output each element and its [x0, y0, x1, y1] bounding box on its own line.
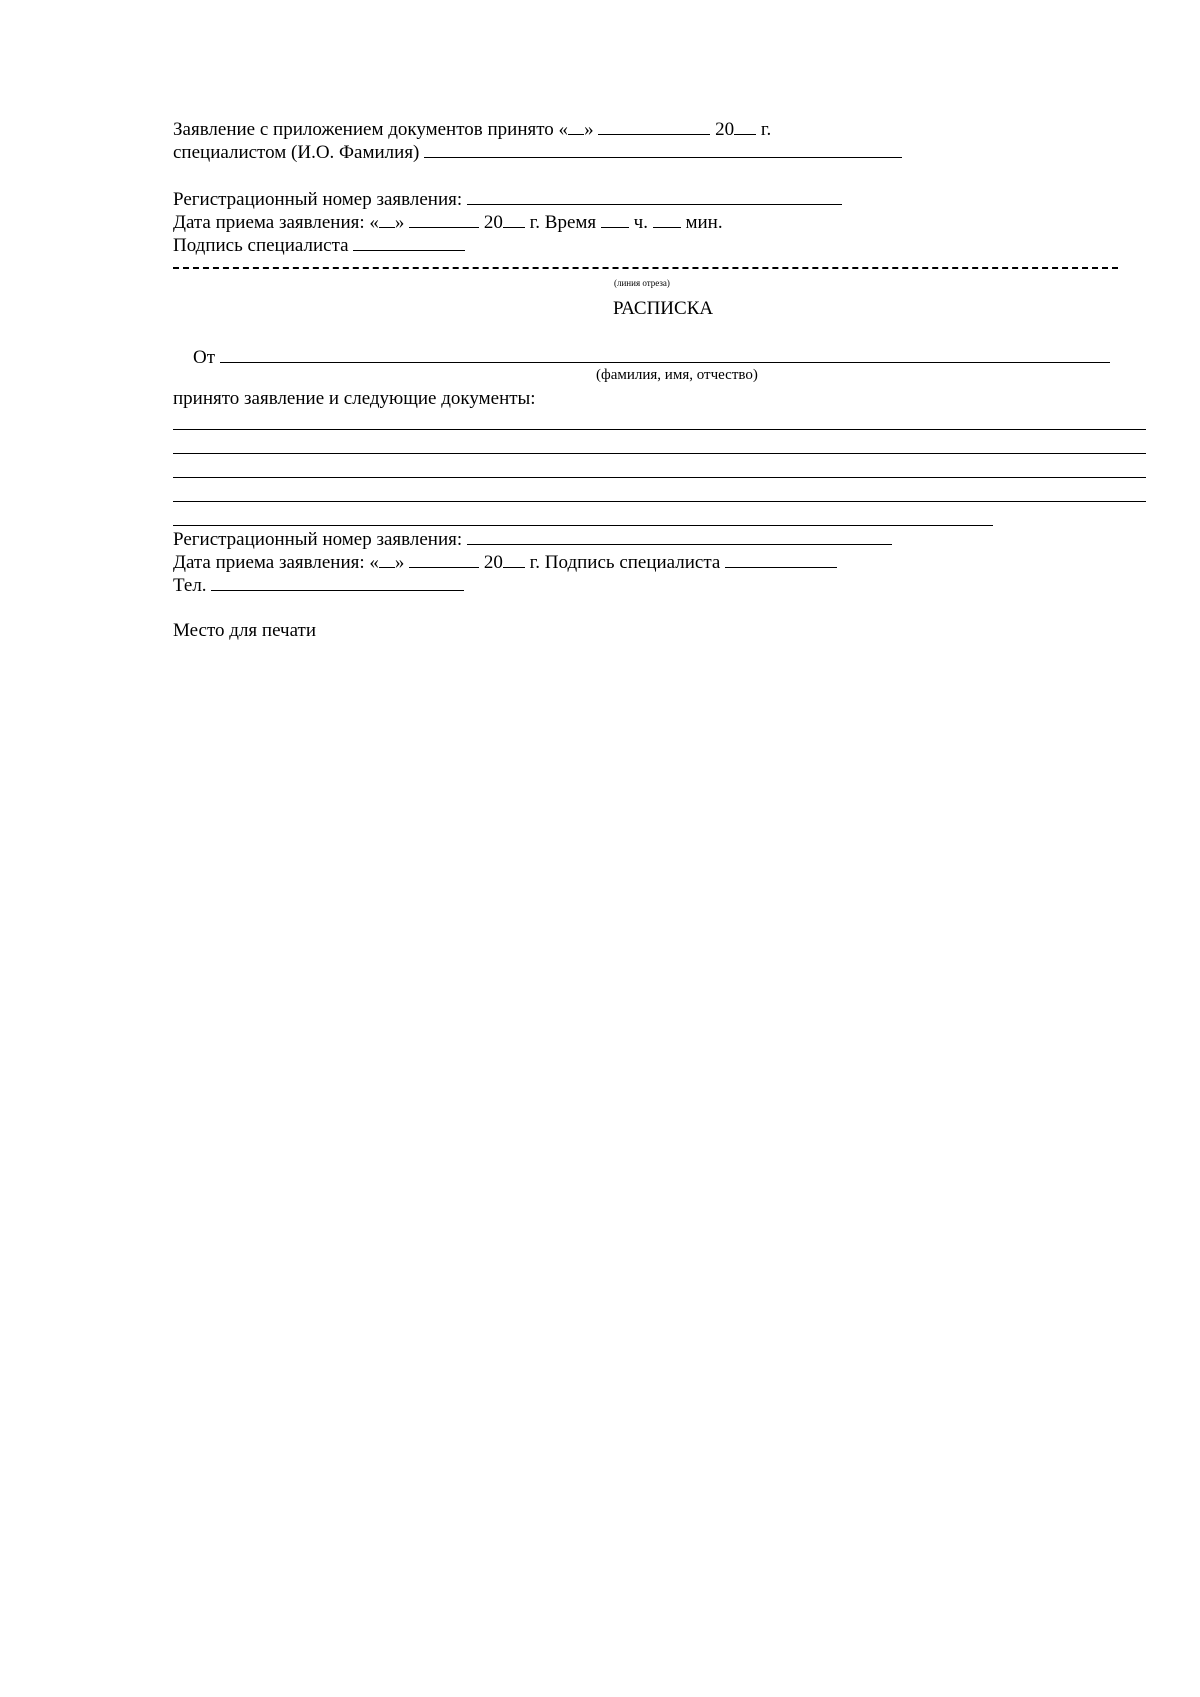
- bottom-date-month-blank[interactable]: [409, 550, 479, 568]
- phone-line: [173, 573, 464, 597]
- accepted-month-blank[interactable]: [598, 117, 710, 135]
- top-sign-label: Подпись специалиста: [173, 235, 354, 256]
- top-time-hours-blank[interactable]: [601, 210, 629, 228]
- accepted-year-blank[interactable]: [734, 117, 756, 135]
- cut-line-caption: (линия отреза): [614, 278, 670, 288]
- accepted-day-blank[interactable]: [568, 117, 584, 135]
- specialist-line: [173, 140, 902, 164]
- bottom-sign-blank[interactable]: [725, 550, 837, 568]
- accepted-line: Заявление с приложением документов принято « » 20 г.: [173, 119, 772, 140]
- top-reg-number-line: [173, 187, 842, 211]
- top-date-year-blank[interactable]: [503, 210, 525, 228]
- specialist-label: специалистом (И.О. Фамилия): [173, 142, 425, 163]
- document-line-4[interactable]: [173, 501, 1146, 502]
- top-time-minutes-blank[interactable]: [653, 210, 681, 228]
- top-date-line: Дата приема заявления: « » 20 г. Время ч. мин.: [173, 212, 723, 233]
- document-line-1[interactable]: [173, 429, 1146, 430]
- stamp-place-label: Место для печати: [173, 620, 317, 641]
- document-line-3[interactable]: [173, 477, 1146, 478]
- top-date-month-blank[interactable]: [409, 210, 479, 228]
- from-label: От: [193, 347, 220, 368]
- bottom-reg-number-blank[interactable]: [467, 527, 892, 545]
- specialist-name-blank[interactable]: [424, 140, 902, 158]
- cut-line: [173, 267, 1118, 269]
- accepted-docs-label: принято заявление и следующие документы:: [173, 388, 536, 409]
- from-name-blank[interactable]: [220, 345, 1110, 363]
- accepted-text: Заявление с приложением документов принято «: [173, 119, 569, 140]
- top-reg-number-label: Регистрационный номер заявления:: [173, 189, 467, 210]
- top-sign-line: [173, 233, 465, 257]
- phone-label: Тел.: [173, 575, 212, 596]
- top-reg-number-blank[interactable]: [467, 187, 842, 205]
- from-line: [193, 345, 1110, 369]
- bottom-date-day-blank[interactable]: [379, 550, 395, 568]
- top-sign-blank[interactable]: [353, 233, 465, 251]
- bottom-date-line: Дата приема заявления: « » 20 г. Подпись специалиста: [173, 550, 837, 574]
- phone-blank[interactable]: [211, 573, 464, 591]
- bottom-date-year-blank[interactable]: [503, 550, 525, 568]
- bottom-reg-number-label: Регистрационный номер заявления:: [173, 529, 467, 550]
- document-line-5[interactable]: [173, 525, 993, 526]
- fio-caption: (фамилия, имя, отчество): [596, 367, 758, 383]
- receipt-title: РАСПИСКА: [613, 298, 714, 319]
- document-line-2[interactable]: [173, 453, 1146, 454]
- top-date-day-blank[interactable]: [379, 210, 395, 228]
- bottom-reg-number-line: [173, 527, 892, 551]
